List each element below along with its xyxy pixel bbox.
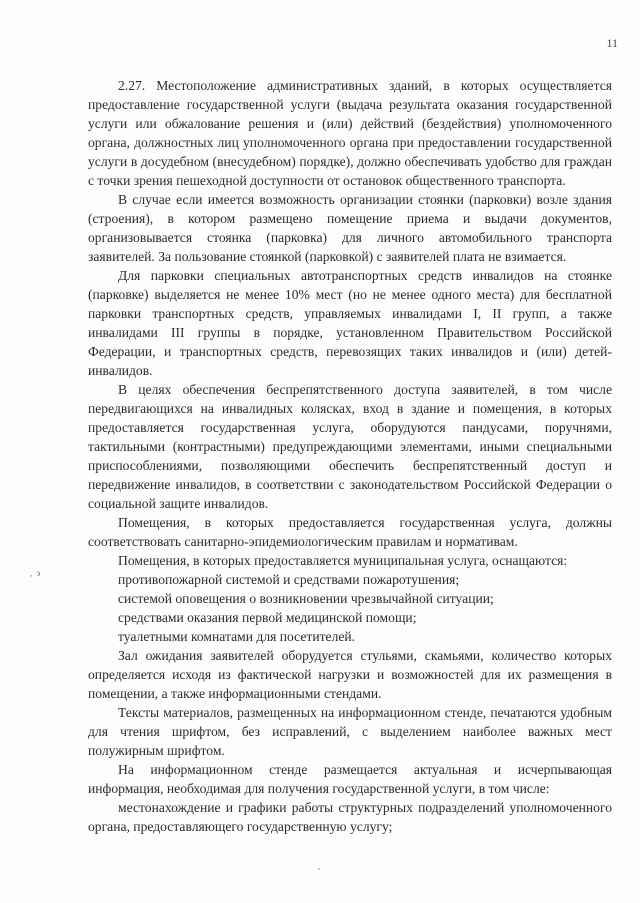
paragraph-sanitary: Помещения, в которых предоставляется государственная услуга, должны соответствовать санитарно-эпидемиологическим правилам и нормативам. xyxy=(88,515,612,549)
paragraph-premises-equipped: Помещения, в которых предоставляется муниципальная услуга, оснащаются: xyxy=(118,553,568,568)
list-item-first-aid: средствами оказания первой медицинской помощи; xyxy=(118,610,417,625)
paragraph-parking: В случае если имеется возможность организации стоянки (парковки) возле здания (строения), в котором размещено помещение приема и выдачи документов, организовывается стоянка (парковка) для личного автомобильного транспорта заявителей. За пользование стоянкой (парковкой) с заявителей плата не взимается. xyxy=(88,192,612,264)
paragraph-2-27: 2.27. Местоположение административных зданий, в которых осуществляется предоставление государственной услуги (выдача результата оказания государственной услуги или обжалование решения и (или) действий (бездействия) уполномоченного органа, должностных лиц уполномоченного органа при предоставлении государственной услуги в досудебном (внесудебном) порядке), должно обеспечивать удобство для граждан с точки зрения пешеходной доступности от остановок общественного транспорта. xyxy=(88,78,612,188)
paragraph-stand-texts: Тексты материалов, размещенных на информационном стенде, печатаются удобным для чтения шрифтом, без исправлений, с выделением наиболее важных мест полужирным шрифтом. xyxy=(88,705,612,758)
page-number: 11 xyxy=(606,36,618,50)
document-body xyxy=(88,76,612,836)
list-item-location: местонахождение и графики работы структурных подразделений уполномоченного органа, предоставляющего государственную услугу; xyxy=(88,800,612,834)
paragraph-disabled-parking: Для парковки специальных автотранспортных средств инвалидов на стоянке (парковке) выделяется не менее 10% мест (но не менее одного места) для бесплатной парковки транспортных средств, управляемых инвалидами I, II групп, а также инвалидами III группы в порядке, установленном Правительством Российской Федерации, и транспортных средств, перевозящих таких инвалидов и (или) детей-инвалидов. xyxy=(88,268,612,378)
paragraph-accessibility: В целях обеспечения беспрепятственного доступа заявителей, в том числе передвигающихся на инвалидных колясках, вход в здание и помещения, в которых предоставляется государственная услуга, оборудуются пандусами, поручнями, тактильными (контрастными) предупреждающими элементами, иными специальными приспособлениями, позволяющими обеспечить беспрепятственный доступ и передвижение инвалидов, в соответствии с законодательством Российской Федерации о социальной защите инвалидов. xyxy=(88,382,612,511)
paragraph-stand-info: На информационном стенде размещается актуальная и исчерпывающая информация, необходимая для получения государственной услуги, в том числе: xyxy=(88,762,612,796)
list-item-fire: противопожарной системой и средствами пожаротушения; xyxy=(118,572,460,587)
list-item-toilets: туалетными комнатами для посетителей. xyxy=(118,629,356,644)
list-item-alert: системой оповещения о возникновении чрезвычайной ситуации; xyxy=(118,591,494,606)
margin-mark: , э xyxy=(30,568,42,578)
paragraph-waiting-hall: Зал ожидания заявителей оборудуется стульями, скамьями, количество которых определяется исходя из фактической нагрузки и возможностей для их размещения в помещении, а также информационными стендами. xyxy=(88,648,612,701)
scan-speck xyxy=(318,868,320,870)
